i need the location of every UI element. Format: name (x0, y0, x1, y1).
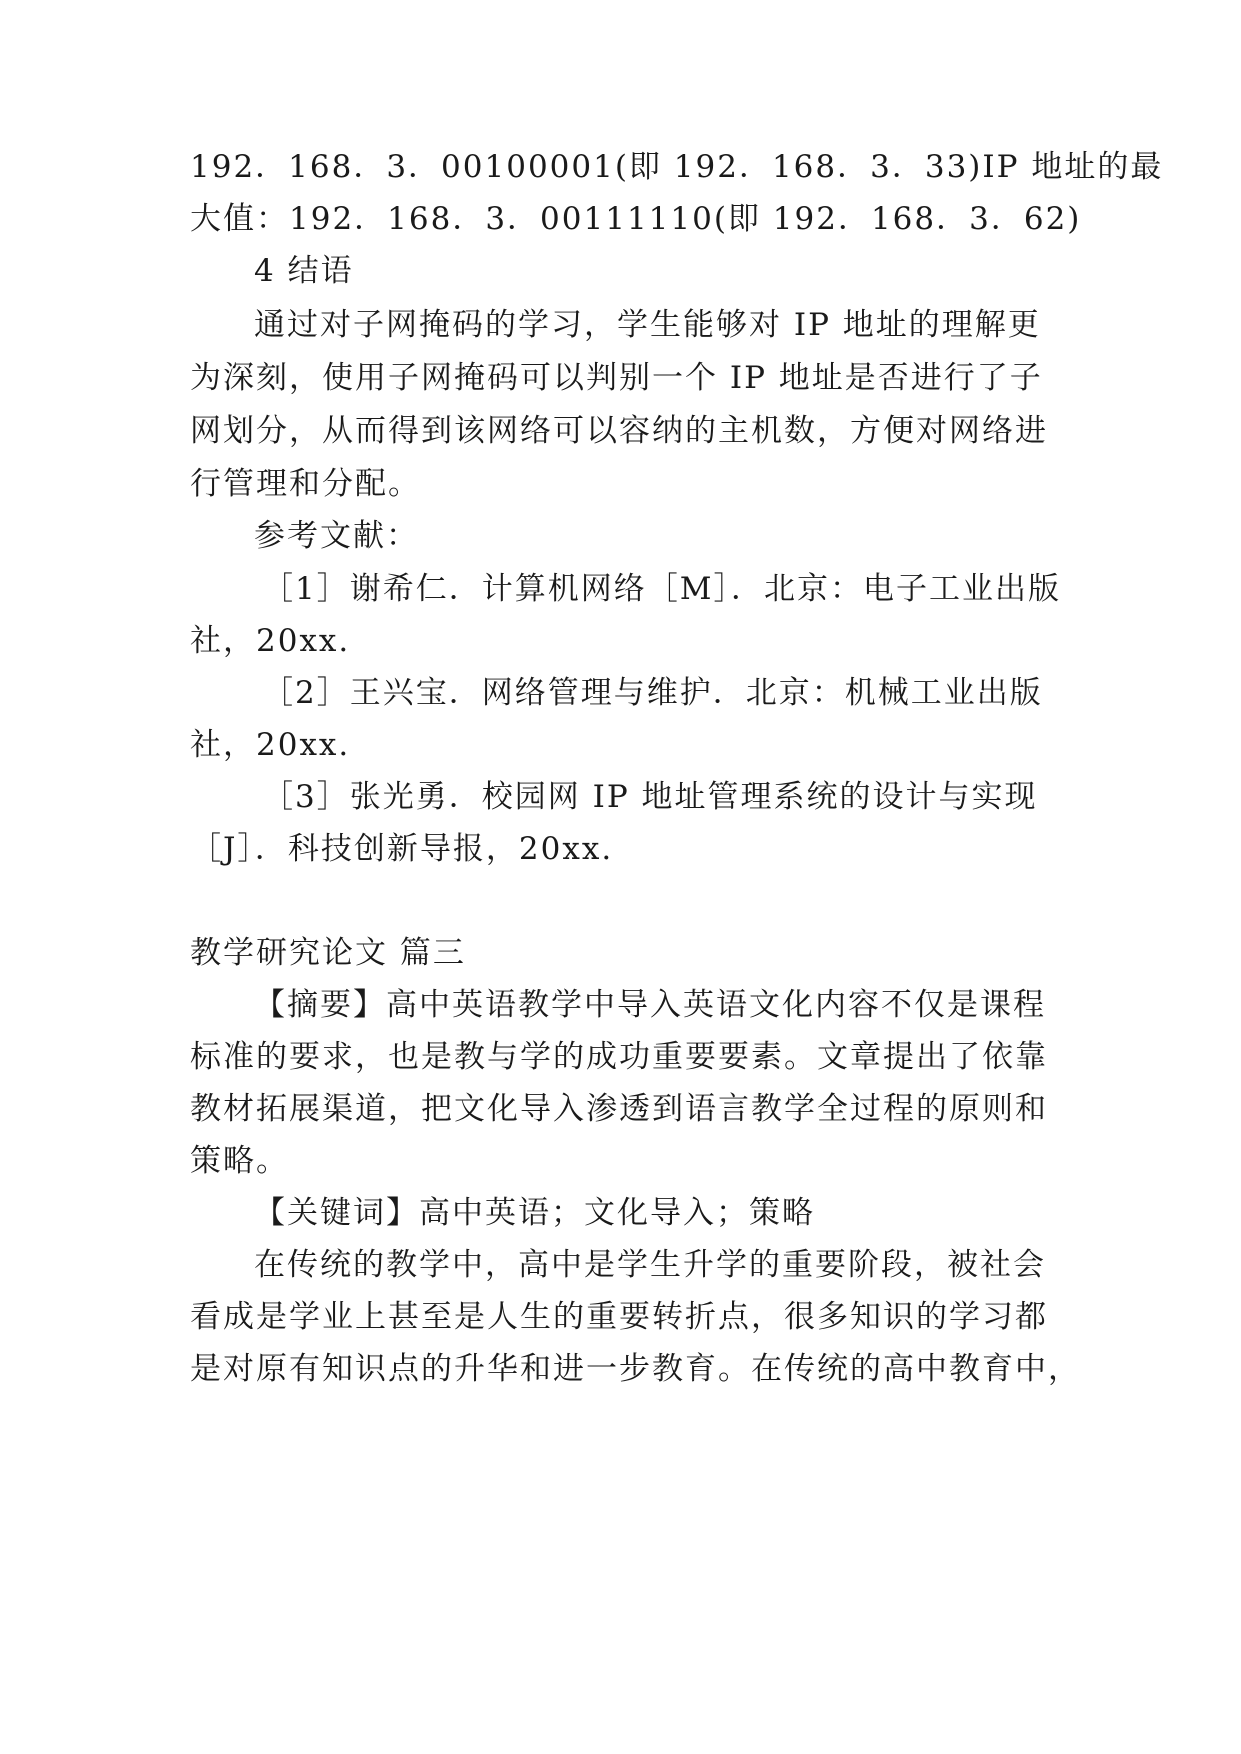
body-paragraph-line: 看成是学业上甚至是人生的重要转折点，很多知识的学习都 (190, 1299, 1048, 1335)
reference-item-3-line-2: ［J］．科技创新导报，20xx. (190, 831, 614, 867)
references-heading: 参考文献： (254, 518, 419, 554)
ip-range-text-line-2: 大值：192．168．3．00111110(即 192．168．3．62) (190, 201, 1082, 237)
abstract-line: 教材拓展渠道，把文化导入渗透到语言教学全过程的原则和 (190, 1091, 1048, 1127)
conclusion-paragraph-line: 通过对子网掩码的学习，学生能够对 IP 地址的理解更 (254, 307, 1041, 343)
conclusion-paragraph-line: 为深刻，使用子网掩码可以判别一个 IP 地址是否进行了子 (190, 360, 1043, 396)
section-title: 教学研究论文 篇三 (190, 935, 466, 971)
keywords-line: 【关键词】高中英语；文化导入；策略 (254, 1195, 815, 1231)
ip-range-text-line-1: 192．168．3．00100001(即 192．168．3．33)IP 地址的最 (190, 149, 1164, 185)
abstract-line: 【摘要】高中英语教学中导入英语文化内容不仅是课程 (254, 987, 1046, 1023)
body-paragraph-line: 在传统的教学中，高中是学生升学的重要阶段，被社会 (254, 1247, 1046, 1283)
reference-item-1-line-2: 社，20xx. (190, 623, 351, 659)
reference-item-3-line-1: ［3］张光勇．校园网 IP 地址管理系统的设计与实现 (262, 779, 1038, 815)
body-paragraph-line: 是对原有知识点的升华和进一步教育。在传统的高中教育中， (190, 1351, 1081, 1387)
conclusion-paragraph-line: 网划分，从而得到该网络可以容纳的主机数，方便对网络进 (190, 413, 1048, 449)
conclusion-heading: 4 结语 (254, 253, 354, 289)
abstract-line: 标准的要求，也是教与学的成功重要要素。文章提出了依靠 (190, 1039, 1048, 1075)
abstract-line: 策略。 (190, 1143, 289, 1179)
conclusion-paragraph-line: 行管理和分配。 (190, 466, 421, 502)
reference-item-2-line-2: 社，20xx. (190, 727, 351, 763)
reference-item-2-line-1: ［2］王兴宝．网络管理与维护．北京：机械工业出版 (262, 675, 1043, 711)
reference-item-1-line-1: ［1］谢希仁．计算机网络［M］．北京：电子工业出版 (262, 571, 1061, 607)
